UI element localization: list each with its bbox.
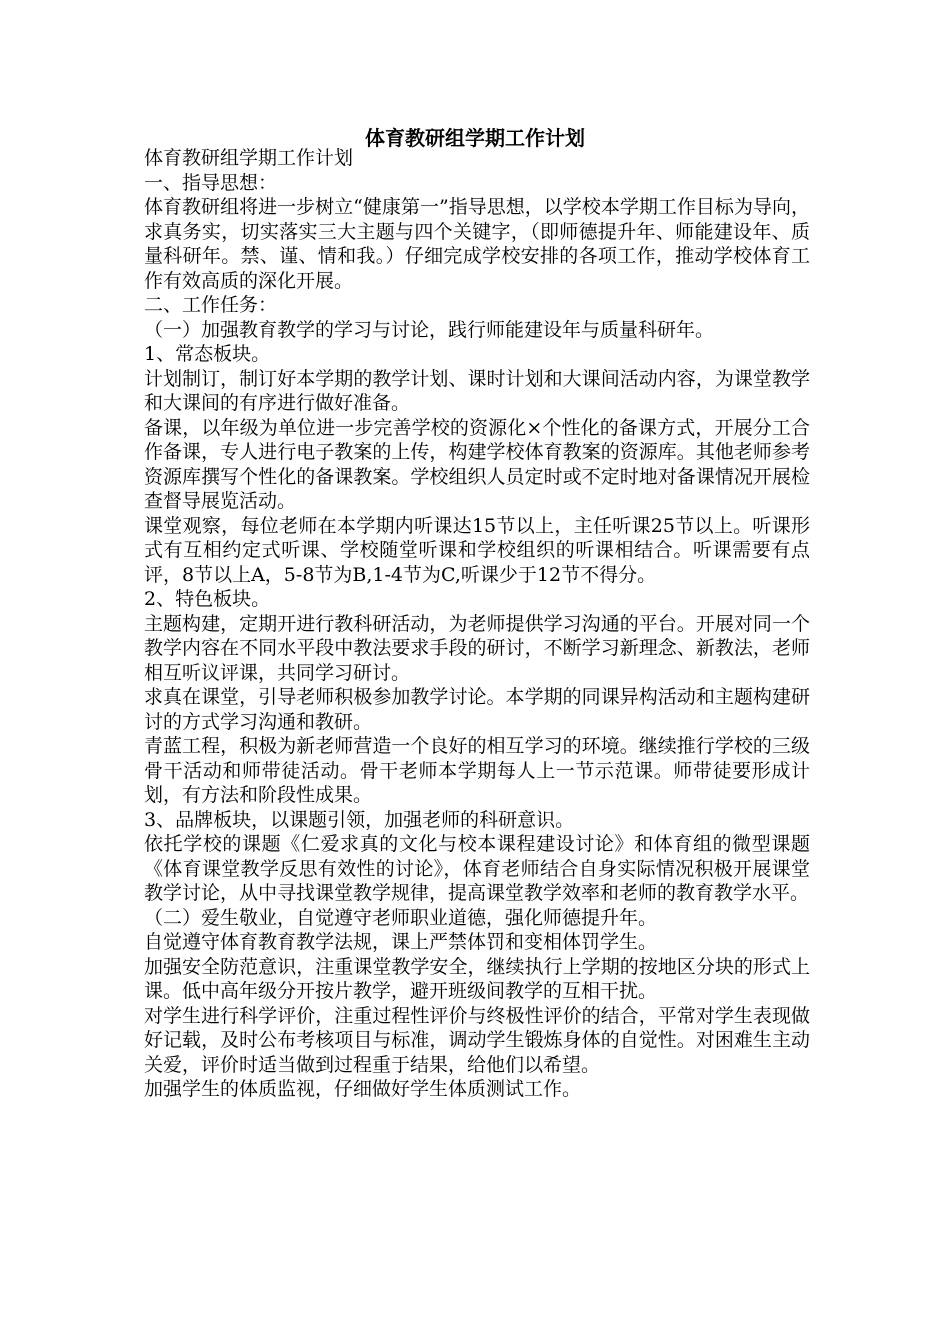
paragraph-planning: 计划制订，制订好本学期的教学计划、课时计划和大课间活动内容，为课堂教学和大课间的有序进行做好准备。 (144, 367, 810, 414)
paragraph-mentoring: 青蓝工程，积极为新老师营造一个良好的相互学习的环境。继续推行学校的三级骨干活动和师带徒活动。骨干老师本学期每人上一节示范课。师带徒要形成计划，有方法和阶段性成果。 (144, 735, 810, 806)
paragraph-guiding-thought: 体育教研组将进一步树立“健康第一”指导思想，以学校本学期工作目标为导向，求真务实，切实落实三大主题与四个关键字，（即师德提升年、师能建设年、质量科研年。禁、谨、情和我。）仔细完成学校安排的各项工作，推动学校体育工作有效高质的深化开展。 (144, 196, 810, 292)
document-title: 体育教研组学期工作计划 (365, 126, 585, 150)
paragraph-research-topics: 依托学校的课题《仁爱求真的文化与校本课程建设讨论》和体育组的微型课题《体育课堂教学反思有效性的讨论》，体育老师结合自身实际情况积极开展课堂教学讨论，从中寻找课堂教学规律，提高课堂教学效率和老师的教育教学水平。 (144, 833, 810, 904)
paragraph-classroom-observation: 课堂观察，每位老师在本学期内听课达15节以上，主任听课25节以上。听课形式有互相约定式听课、学校随堂听课和学校组织的听课相结合。听课需要有点评，8节以上A，5-8节为B,1-4节为C,听课少于12节不得分。 (144, 514, 810, 586)
item-heading-feature: 2、特色板块。 (144, 588, 271, 610)
item-heading-routine: 1、常态板块。 (144, 343, 271, 365)
document-body (144, 146, 810, 1102)
paragraph-fitness-monitoring: 加强学生的体质监视，仔细做好学生体质测试工作。 (144, 1078, 582, 1100)
subheading-section-1: （一）加强教育教学的学习与讨论，践行师能建设年与质量科研年。 (144, 318, 715, 341)
paragraph-truth-in-class: 求真在课堂，引导老师积极参加教学讨论。本学期的同课异构活动和主题构建研讨的方式学习沟通和教研。 (144, 686, 810, 733)
paragraph-lesson-prep: 备课，以年级为单位进一步完善学校的资源化×个性化的备课方式，开展分工合作备课，专人进行电子教案的上传，构建学校体育教案的资源库。其他老师参考资源库撰写个性化的备课教案。学校组织人员定时或不定时地对备课情况开展检查督导展览活动。 (144, 416, 810, 512)
paragraph-subtitle: 体育教研组学期工作计划 (144, 147, 354, 169)
heading-guiding-thought: 一、指导思想： (144, 171, 278, 194)
paragraph-regulations: 自觉遵守体育教育教学法规，课上严禁体罚和变相体罚学生。 (144, 931, 658, 953)
paragraph-evaluation: 对学生进行科学评价，注重过程性评价与终极性评价的结合，平常对学生表现做好记载，及时公布考核项目与标准，调动学生锻炼身体的自觉性。对困难生主动关爱，评价时适当做到过程重于结果，给他们以希望。 (144, 1004, 810, 1076)
paragraph-safety: 加强安全防范意识，注重课堂教学安全，继续执行上学期的按地区分块的形式上课。低中高年级分开按片教学，避开班级间教学的互相干扰。 (144, 955, 810, 1002)
paragraph-theme-building: 主题构建，定期开进行教科研活动，为老师提供学习沟通的平台。开展对同一个教学内容在不同水平段中教法要求手段的研讨，不断学习新理念、新教法，老师相互听议评课，共同学习研讨。 (144, 612, 810, 684)
subheading-section-2: （二）爱生敬业，自觉遵守老师职业道德，强化师德提升年。 (144, 906, 658, 929)
heading-work-tasks: 二、工作任务： (144, 294, 278, 316)
item-heading-brand: 3、品牌板块，以课题引领，加强老师的科研意识。 (144, 808, 575, 831)
